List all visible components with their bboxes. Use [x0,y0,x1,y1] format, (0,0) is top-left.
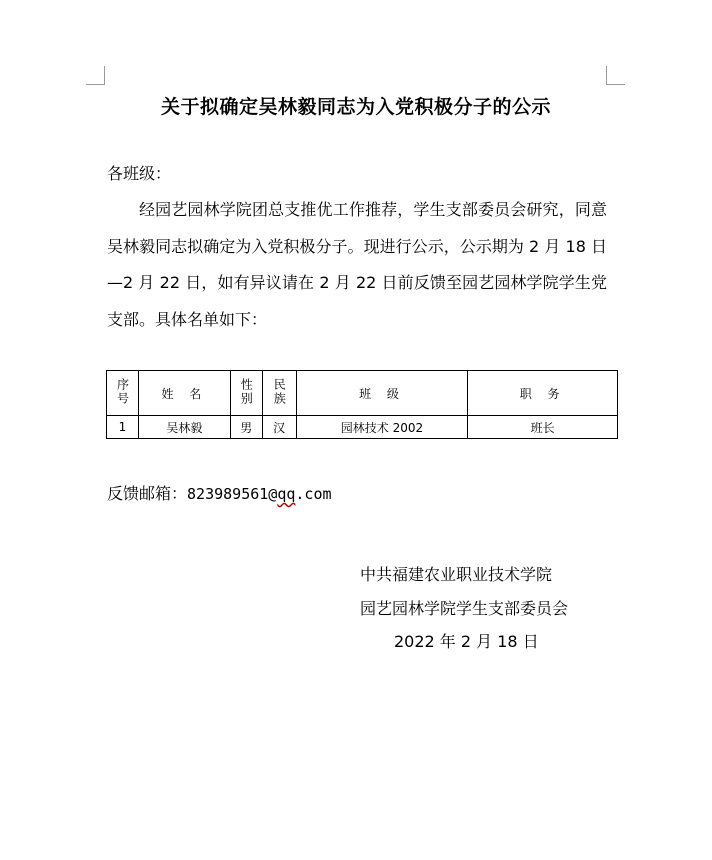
feedback-email: 823989561@qq.com [187,485,332,503]
cell-gender: 男 [230,416,262,439]
feedback-line [107,481,332,504]
header-class: 班 级 [296,371,468,416]
body-paragraph: 经园艺园林学院团总支推优工作推荐，学生支部委员会研究，同意吴林毅同志拟确定为入党积极分子。现进行公示，公示期为 2 月 18 日—2 月 22 日，如有异议请在 2 月 22 日前反馈至园艺园林学院学生党支部。具体名单如下： [107,200,607,329]
spellcheck-flagged-word: qq [277,485,296,503]
table-header-row [107,371,618,416]
cell-ethnicity: 汉 [262,416,296,439]
header-position: 职 务 [468,371,618,416]
table-row [107,416,618,439]
document-title: 关于拟确定吴林毅同志为入党积极分子的公示 [160,96,551,118]
salutation: 各班级： [107,164,172,183]
cell-name: 吴林毅 [138,416,230,439]
feedback-label: 反馈邮箱： [107,484,188,503]
cell-position: 班长 [468,416,618,439]
signature-org: 中共福建农业职业技术学院 [360,565,553,584]
header-gender: 性别 [230,371,262,416]
header-name: 姓 名 [138,371,230,416]
header-seq: 序号 [107,371,139,416]
crop-mark-top-left [86,66,105,85]
cell-class: 园林技术 2002 [296,416,468,439]
crop-mark-top-right [606,66,625,85]
nominee-table [106,370,618,439]
header-ethnicity: 民族 [262,371,296,416]
cell-seq: 1 [107,416,139,439]
signature-committee: 园艺园林学院学生支部委员会 [360,599,569,618]
signature-date: 2022 年 2 月 18 日 [394,632,539,651]
